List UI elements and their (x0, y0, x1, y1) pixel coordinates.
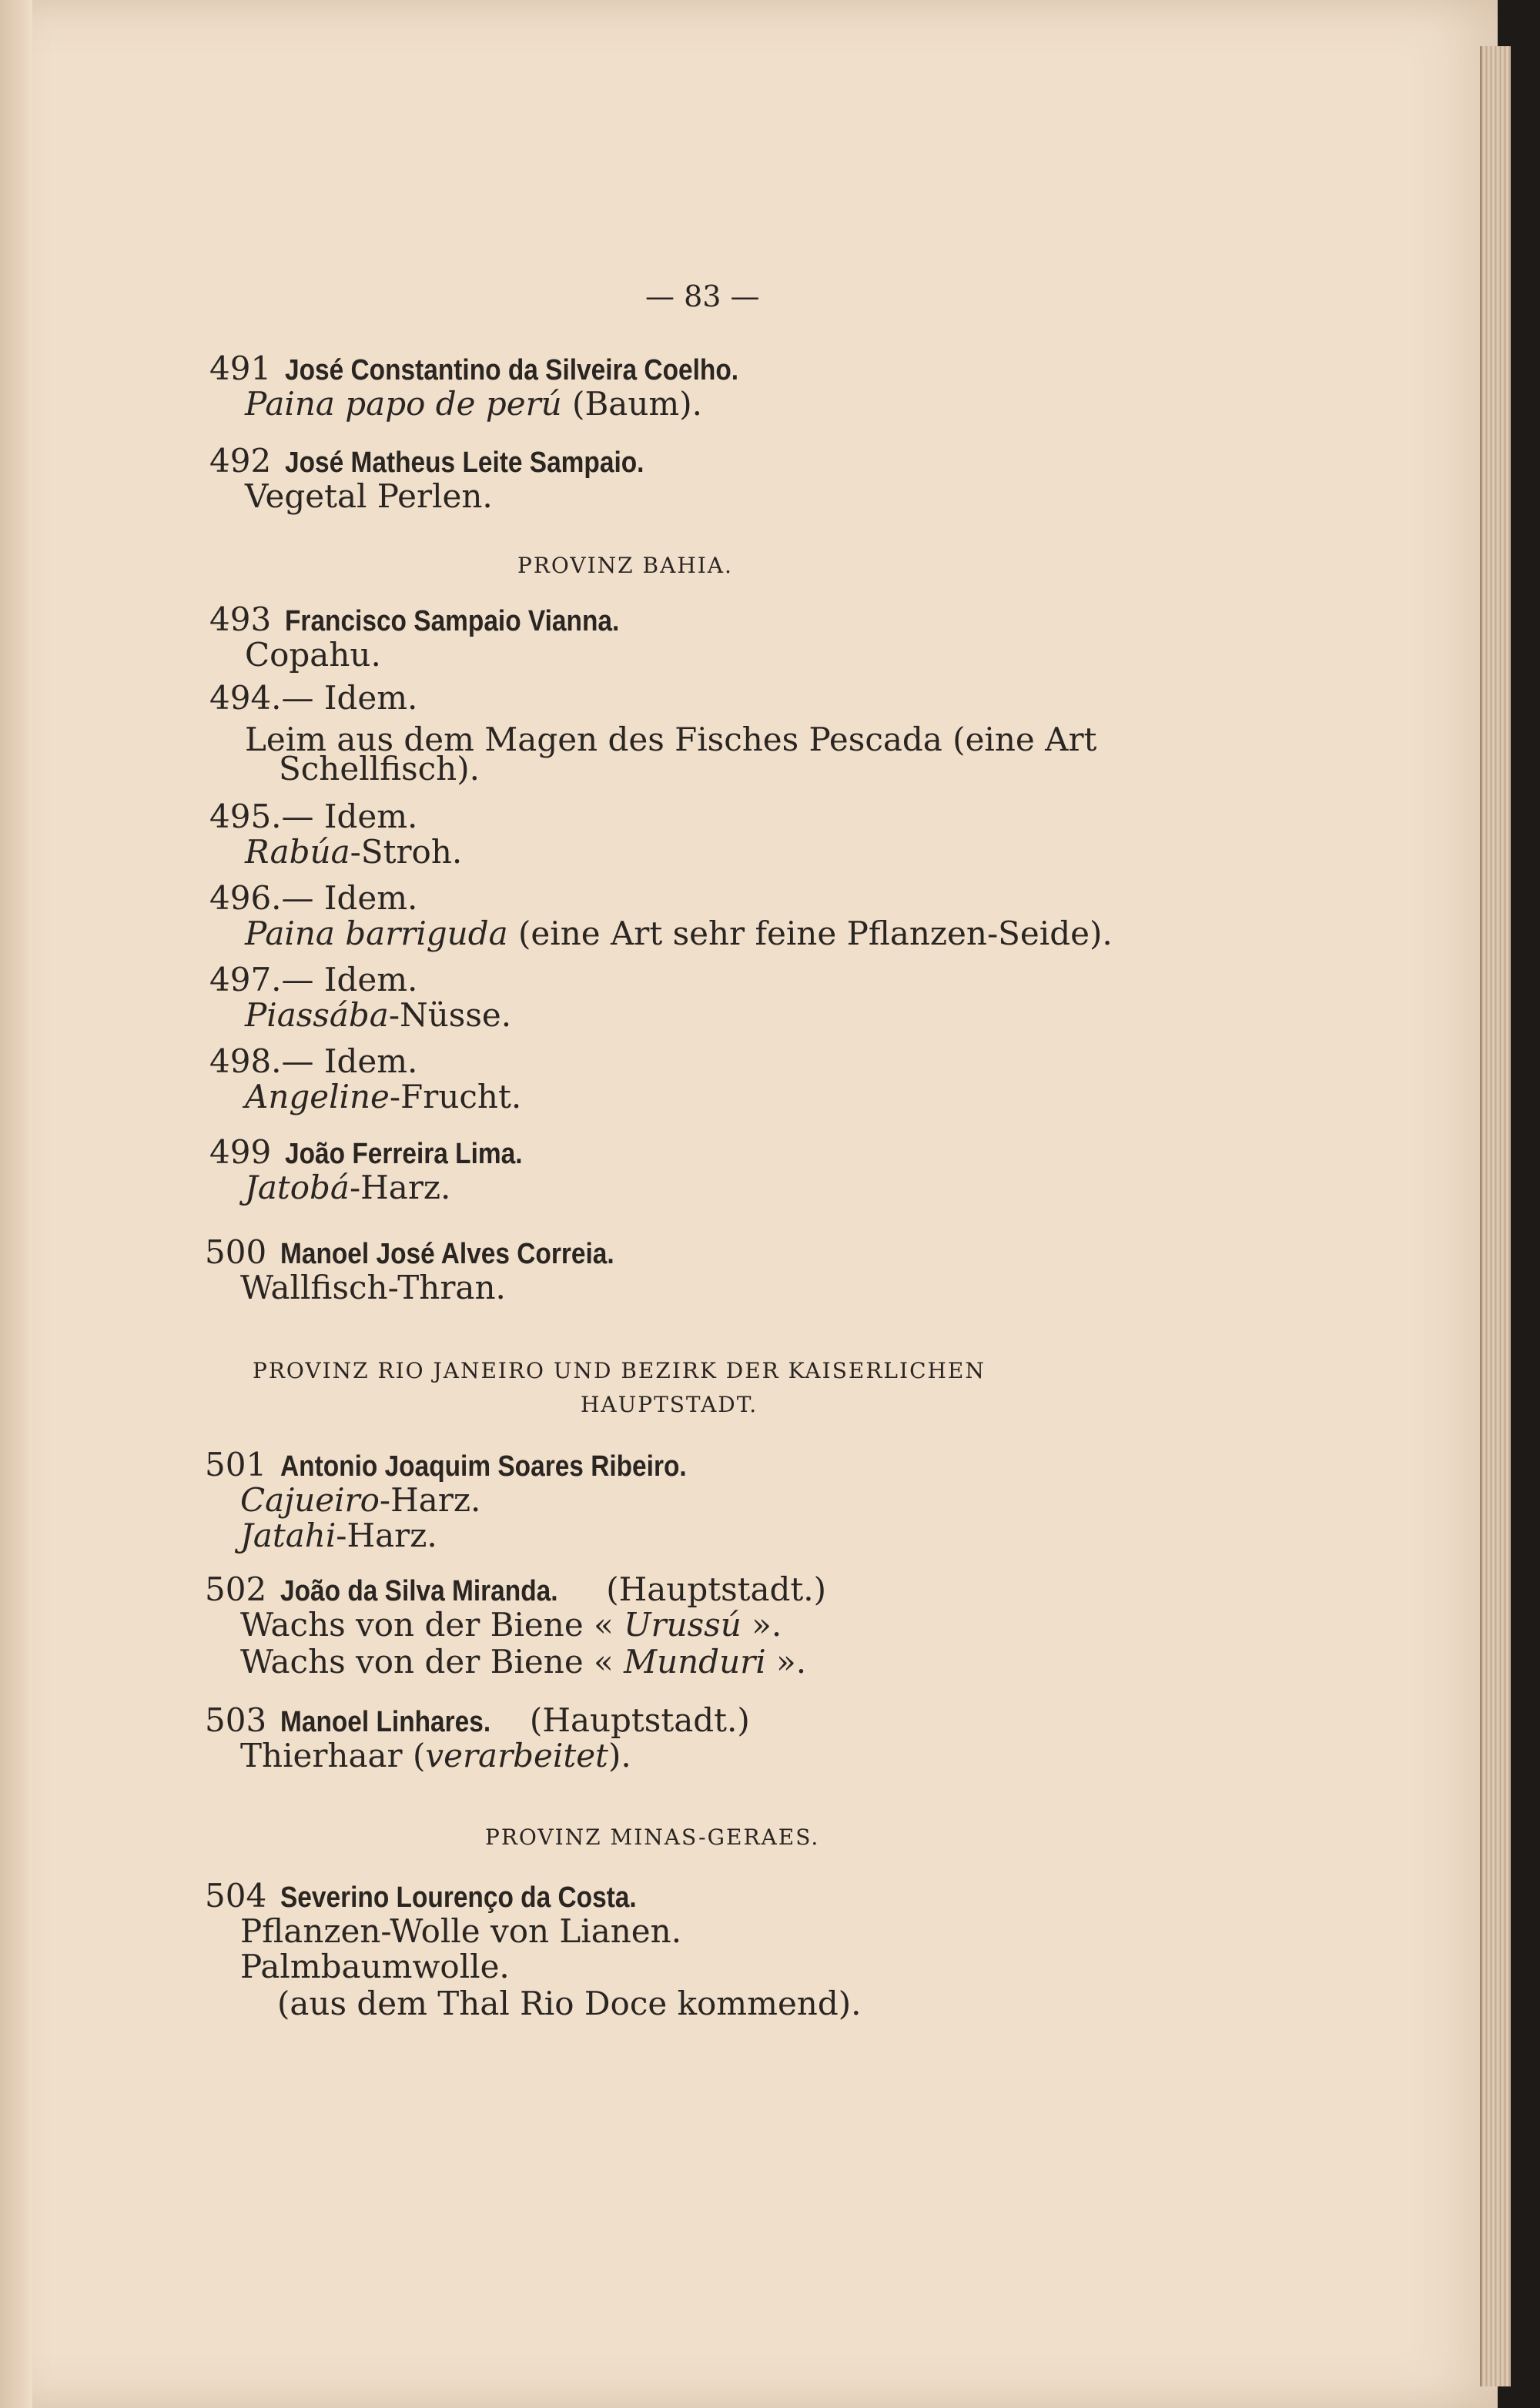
product-name: Cajueiro (240, 1481, 380, 1519)
entry-item (240, 1607, 782, 1643)
entry-item (245, 1170, 450, 1206)
entry-493 (209, 602, 665, 639)
product-text: ). (608, 1737, 631, 1774)
product-note: (Baum). (561, 385, 702, 423)
product-name: Angeline (245, 1078, 390, 1115)
entry-item (245, 834, 462, 870)
product-text: Wachs von der Biene « (240, 1606, 624, 1644)
exhibitor-name: Antonio Joaquim Soares Ribeiro. (280, 1450, 687, 1483)
section-heading-bahia: PROVINZ BAHIA. (517, 553, 733, 578)
section-heading-rio-cont: HAUPTSTADT. (581, 1392, 758, 1417)
entry-item (245, 1079, 521, 1115)
product-name: Munduri (624, 1643, 766, 1681)
product-note: -Nüsse. (388, 996, 512, 1034)
product-text: Thierhaar ( (240, 1737, 426, 1774)
entry-503 (205, 1703, 750, 1740)
entry-item-continued: Schellfisch). (279, 750, 480, 788)
product-name: Piassába (245, 996, 389, 1034)
entry-number: 493 (209, 600, 272, 638)
product-note: -Stroh. (350, 833, 463, 871)
product-name: Rabúa (245, 833, 350, 871)
product-note: -Harz. (379, 1481, 481, 1519)
exhibitor-location: (Hauptstadt.) (519, 1701, 750, 1739)
product-name: Urussú (624, 1606, 742, 1644)
section-heading-rio: PROVINZ RIO JANEIRO UND BEZIRK DER KAISERLICHEN (253, 1358, 986, 1383)
exhibitor-name: Manoel Linhares. (280, 1706, 491, 1738)
product-name: verarbeitet (425, 1737, 608, 1774)
product-name: Paina barriguda (245, 915, 508, 952)
exhibitor-name: Francisco Sampaio Vianna. (285, 605, 620, 637)
entry-501 (205, 1447, 742, 1484)
entry-504 (205, 1878, 685, 1915)
page-number: — 83 — (645, 279, 760, 313)
product-name: Paina papo de perú (245, 385, 562, 423)
exhibitor-name: Severino Lourenço da Costa. (280, 1881, 637, 1914)
entry-item: Vegetal Perlen. (245, 477, 493, 515)
product-text: ». (765, 1643, 807, 1681)
entry-item: Leim aus dem Magen des Fisches Pescada (eine Art (245, 721, 1097, 758)
entry-491 (209, 351, 801, 388)
entry-item (245, 998, 511, 1033)
entry-number: 492 (209, 442, 272, 480)
exhibitor-name: José Constantino da Silveira Coelho. (285, 354, 739, 386)
product-text: Wachs von der Biene « (240, 1643, 624, 1681)
entry-item (240, 1738, 631, 1774)
entry-number: 502 (205, 1570, 267, 1608)
product-note: -Harz. (349, 1169, 451, 1206)
entry-495: 495.— Idem. (209, 798, 418, 835)
entry-500 (205, 1235, 660, 1272)
entry-item: Copahu. (245, 636, 381, 674)
product-note: -Frucht. (389, 1078, 522, 1115)
entry-494: 494.— Idem. (209, 679, 418, 717)
entry-497: 497.— Idem. (209, 961, 418, 998)
exhibitor-name: João da Silva Miranda. (280, 1575, 558, 1607)
entry-number: 504 (205, 1877, 267, 1915)
entry-item (240, 1644, 806, 1680)
entry-item: Palmbaumwolle. (240, 1948, 510, 1985)
product-note: -Harz. (336, 1517, 437, 1554)
entry-498: 498.— Idem. (209, 1042, 418, 1080)
exhibitor-name: Manoel José Alves Correia. (280, 1238, 614, 1270)
exhibitor-name: José Matheus Leite Sampaio. (285, 446, 644, 479)
entry-492 (209, 443, 693, 480)
entry-number: 491 (209, 349, 272, 387)
product-note: (eine Art sehr feine Pflanzen-Seide). (507, 915, 1113, 952)
entry-502 (205, 1572, 826, 1609)
entry-number: 503 (205, 1701, 267, 1739)
entry-item: Pflanzen-Wolle von Lianen. (240, 1912, 682, 1950)
product-name: Jatahi (240, 1517, 336, 1554)
entry-number: 499 (209, 1133, 272, 1171)
product-name: Jatobá (245, 1169, 350, 1206)
exhibitor-location: (Hauptstadt.) (595, 1570, 827, 1608)
entry-item (240, 1483, 480, 1518)
entry-499 (209, 1135, 555, 1172)
section-heading-minas: PROVINZ MINAS-GERAES. (485, 1824, 820, 1850)
entry-number: 501 (205, 1446, 267, 1483)
entry-item-note: (aus dem Thal Rio Doce kommend). (277, 1985, 862, 2022)
exhibitor-name: João Ferreira Lima. (285, 1138, 523, 1170)
entry-item (245, 916, 1113, 951)
product-text: ». (741, 1606, 782, 1644)
entry-item: Wallfisch-Thran. (240, 1269, 506, 1306)
entry-item (240, 1518, 437, 1553)
entry-496: 496.— Idem. (209, 879, 418, 917)
entry-number: 500 (205, 1233, 267, 1271)
entry-item (245, 386, 702, 422)
